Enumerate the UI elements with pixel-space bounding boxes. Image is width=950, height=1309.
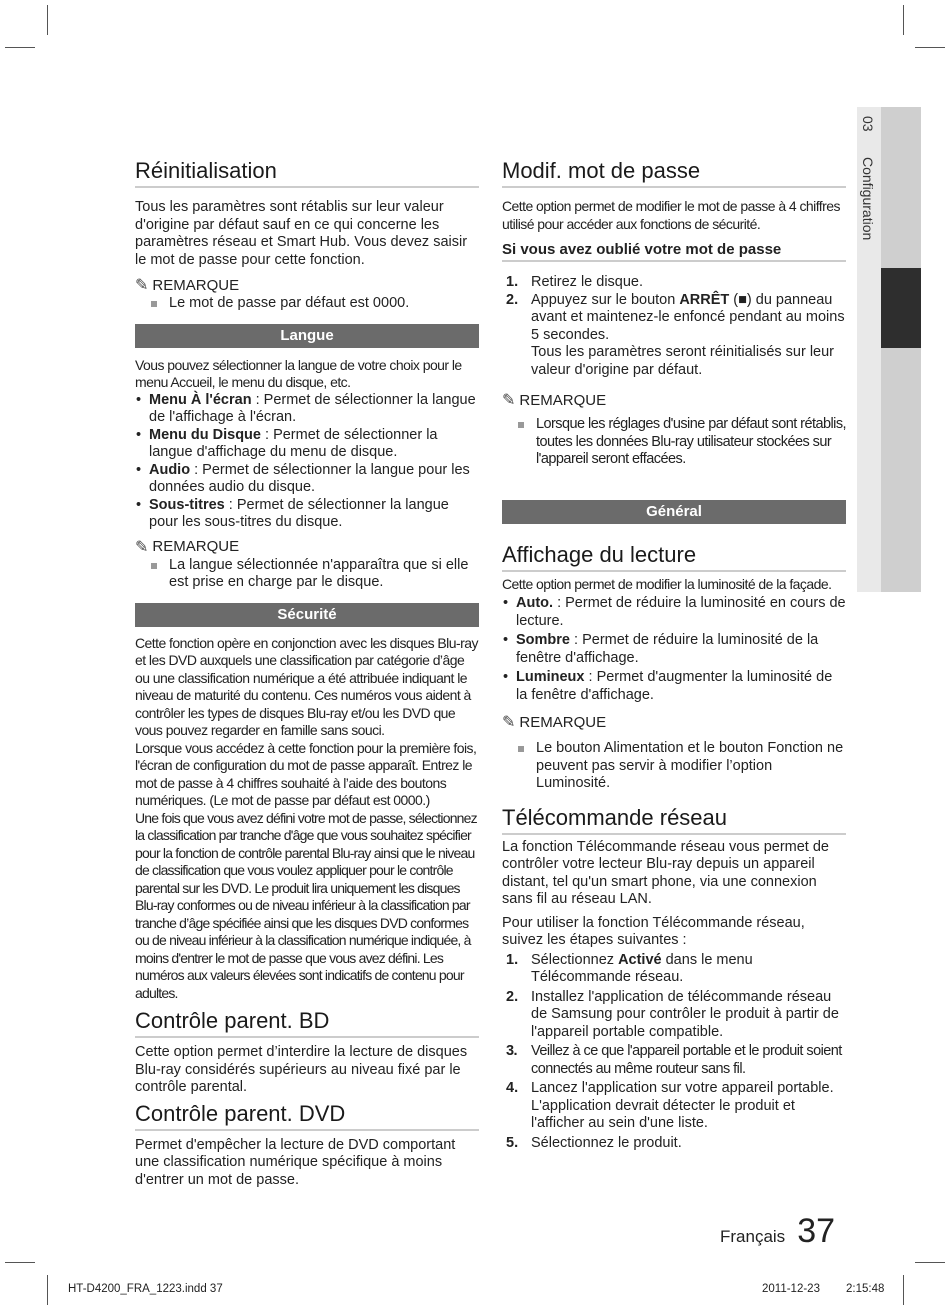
reinit-body: Tous les paramètres sont rétablis sur leur valeur d'origine par défaut sauf en ce qui concerne les paramètres réseau et Smart Hub. Vous devez saisir le mot de passe pour cette fonction. — [135, 199, 468, 268]
crop-mark — [5, 47, 35, 48]
step-item: 5. Sélectionnez le produit. — [506, 1134, 682, 1151]
section-bar-langue: Langue — [135, 324, 479, 348]
bd-body: Cette option permet d’interdire la lecture de disques Blu-ray considérés supérieurs au niveau fixé par le contrôle parental. — [135, 1044, 468, 1095]
telecommande-steps — [502, 952, 846, 1153]
securite-p1: Cette fonction opère en conjonction avec les disques Blu-ray et les DVD auxquels une classification par catégorie d’âge ou une classification numérique a été attribuée indiquant le niveau de maturité du contenu. Ces numéros vous aident à contrôler les types de disques Blu-ray et/ou les DVD que vous pouvez regarder en famille sans souci. — [135, 634, 478, 738]
note-item: Le bouton Alimentation et le bouton Fonction ne peuvent pas servir à modifier l’option Luminosité. — [518, 740, 846, 793]
page-number: 37 — [797, 1212, 836, 1250]
list-item: • Menu À l'écran : Permet de sélectionner la langue de l'affichage à l'écran. — [135, 392, 479, 427]
step-item: 1. Retirez le disque. — [506, 274, 644, 290]
step-item: 1. Sélectionnez Activé dans le menu Télécommande réseau. — [506, 951, 753, 985]
step-item: 4. Lancez l'application sur votre appareil portable. L'application devrait détecter le produit et l'afficher au sein d'une liste. — [506, 1080, 834, 1131]
pencil-icon: ✎ — [135, 538, 149, 556]
page-footer — [720, 1212, 835, 1251]
step-item: 3. Veillez à ce que l'appareil portable et le produit soient connectés au même routeur sans fil. — [506, 1043, 842, 1077]
modif-title: Modif. mot de passe — [502, 158, 846, 188]
crop-mark — [915, 1262, 945, 1263]
affichage-list — [502, 595, 846, 704]
note-heading — [502, 712, 846, 732]
step-item: 2. Installez l'application de télécommande réseau de Samsung pour contrôler le produit à partir de l'appareil portable compatible. — [506, 988, 839, 1040]
note-heading — [135, 537, 479, 557]
crop-mark — [903, 5, 904, 35]
list-item: • Auto. : Permet de réduire la luminosité en cours de lecture. — [502, 595, 846, 630]
note-item: La langue sélectionnée n'apparaîtra que si elle est prise en charge par le disque. — [151, 557, 479, 592]
telecommande-p2: Pour utiliser la fonction Télécommande réseau, suivez les étapes suivantes : — [502, 914, 805, 948]
affichage-title: Affichage du lecture — [502, 542, 846, 572]
chapter-tab-text — [860, 116, 876, 241]
left-column — [135, 158, 479, 1189]
affichage-body: Cette option permet de modifier la luminosité de la façade. — [502, 575, 832, 592]
crop-mark — [5, 1262, 35, 1263]
note-heading — [502, 390, 846, 410]
pencil-icon: ✎ — [502, 392, 516, 409]
right-column — [502, 158, 846, 1152]
list-item: • Menu du Disque : Permet de sélectionner la langue d'affichage du menu de disque. — [135, 427, 479, 462]
dvd-title: Contrôle parent. DVD — [135, 1101, 479, 1131]
step-item: 2. Appuyez sur le bouton ARRÊT (■) du panneau avant et maintenez-le enfoncé pendant au moins 5 secondes. Tous les paramètres seront réinitialisés sur leur valeur d'origine par défaut. — [506, 291, 845, 378]
langue-intro: Vous pouvez sélectionner la langue de votre choix pour le menu Accueil, le menu du disque, etc. — [135, 356, 462, 390]
bd-title: Contrôle parent. BD — [135, 1008, 479, 1038]
note-label: REMARQUE — [519, 391, 607, 409]
note-list — [502, 740, 846, 793]
telecommande-p1: La fonction Télécommande réseau vous permet de contrôler votre lecteur Blu-ray depuis un appareil distant, tel qu'un smart phone, via une connexion sans fil au réseau LAN. — [502, 838, 829, 907]
pencil-icon: ✎ — [502, 714, 516, 731]
note-label: REMARQUE — [152, 276, 240, 294]
securite-p2: Lorsque vous accédez à cette fonction pour la première fois, l'écran de configuration du mot de passe apparaît. Entrez le mot de passe à 4 chiffres souhaité à l’aide des boutons numériques. (Le mot de passe par défaut est 0000.) — [135, 739, 477, 808]
modif-body: Cette option permet de modifier le mot de passe à 4 chiffres utilisé pour accéder aux fonctions de sécurité. — [502, 198, 840, 232]
crop-mark — [47, 5, 48, 35]
note-heading — [135, 275, 479, 295]
chapter-label: Configuration — [860, 157, 876, 241]
section-bar-securite: Sécurité — [135, 603, 479, 627]
print-time: 2:15:48 — [846, 1283, 885, 1295]
section-bar-general: Général — [502, 500, 846, 524]
note-list — [135, 295, 479, 313]
modif-subtitle: Si vous avez oublié votre mot de passe — [502, 241, 846, 262]
chapter-number: 03 — [860, 116, 876, 132]
note-list — [135, 557, 479, 592]
telecommande-title: Télécommande réseau — [502, 805, 846, 835]
list-item: • Audio : Permet de sélectionner la langue pour les données audio du disque. — [135, 462, 479, 497]
dvd-body: Permet d'empêcher la lecture de DVD comportant une classification numérique spécifique à moins d'entrer un mot de passe. — [135, 1136, 456, 1188]
print-file: HT-D4200_FRA_1223.indd 37 — [68, 1283, 223, 1295]
note-label: REMARQUE — [152, 538, 240, 555]
chapter-tab-marker — [881, 268, 921, 348]
reinit-title: Réinitialisation — [135, 158, 479, 188]
list-item: • Sombre : Permet de réduire la luminosité de la fenêtre d'affichage. — [502, 632, 846, 667]
langue-list — [135, 392, 479, 532]
note-item: Lorsque les réglages d'usine par défaut sont rétablis, toutes les données Blu-ray utilisateur stockées sur l'appareil seront effacées. — [518, 416, 846, 469]
note-label: REMARQUE — [519, 713, 607, 731]
list-item: • Lumineux : Permet d'augmenter la luminosité de la fenêtre d'affichage. — [502, 669, 846, 704]
crop-mark — [47, 1275, 48, 1305]
note-item: Le mot de passe par défaut est 0000. — [151, 295, 479, 313]
footer-language: Français — [720, 1227, 786, 1246]
note-list — [502, 416, 846, 469]
securite-p3: Une fois que vous avez défini votre mot de passe, sélectionnez la classification par tranche d'âge que vous souhaitez spécifier pour la fonction de contrôle parental Blu-ray ainsi que le niveau de classification que vous voulez appliquer pour le contrôle parental sur les DVD. Le produit lira uniquement les disques Blu-ray conformes ou de niveau inférieur à la classification par tranche d’âge spécifiée ainsi que les disques DVD conformes ou de niveau inférieur à la classification numérique indiquée, à moins d'entrer le mot de passe que vous avez défini. Les numéros aux valeurs élevées sont indicatifs de contenu pour adultes. — [135, 809, 477, 1001]
pencil-icon: ✎ — [135, 277, 149, 294]
list-item: • Sous-titres : Permet de sélectionner la langue pour les sous-titres du disque. — [135, 497, 479, 532]
print-date: 2011-12-23 — [762, 1283, 820, 1295]
crop-mark — [915, 47, 945, 48]
modif-steps — [502, 274, 846, 379]
crop-mark — [903, 1275, 904, 1305]
